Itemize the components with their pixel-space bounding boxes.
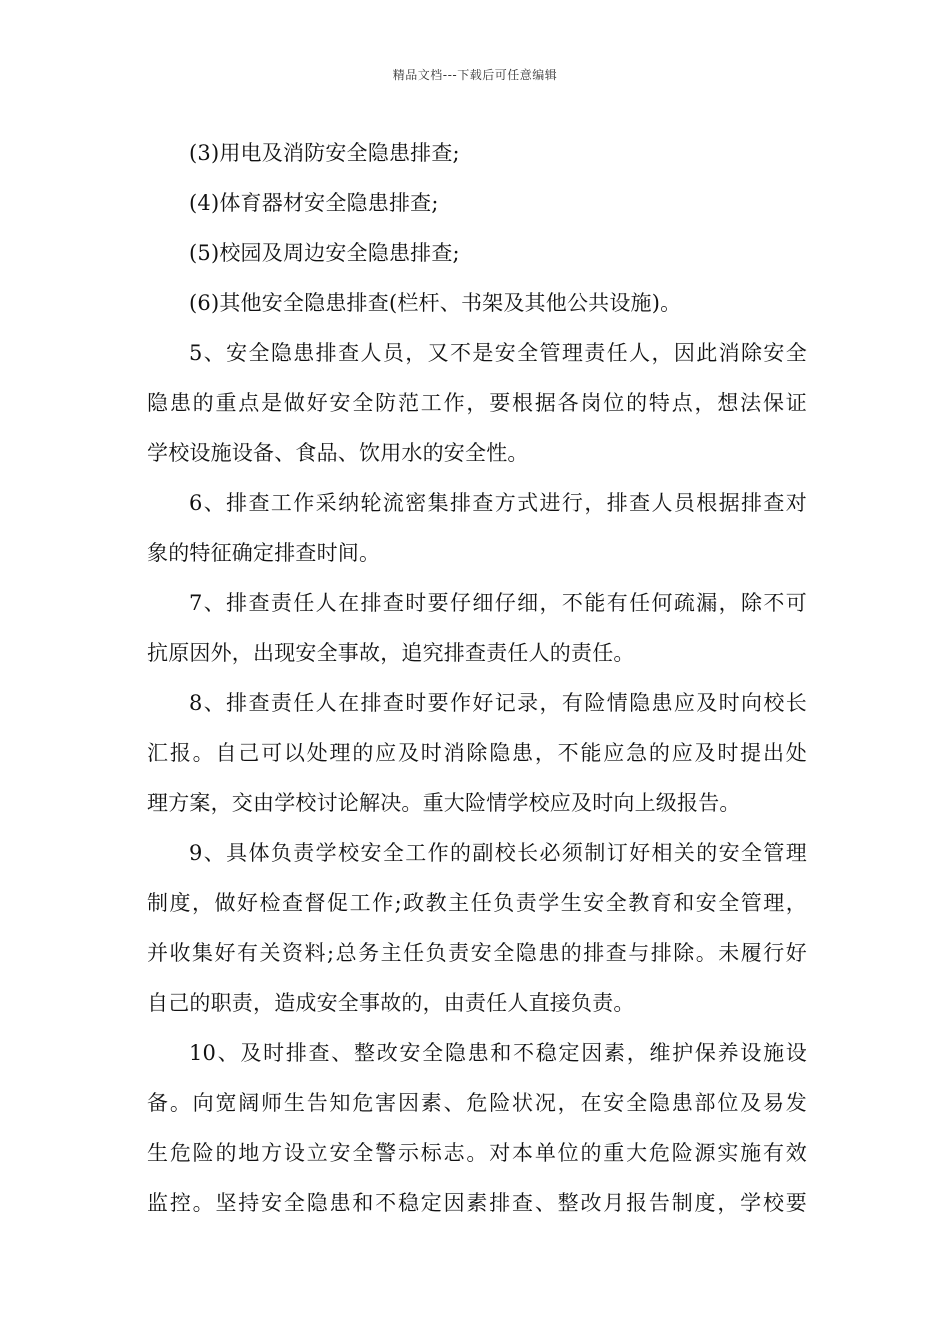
text-line: 汇报。自己可以处理的应及时消除隐患，不能应急的应及时提出处	[147, 741, 807, 765]
text-line: 隐患的重点是做好安全防范工作，要根据各岗位的特点，想法保证	[147, 391, 807, 415]
text-line: (6)其他安全隐患排查(栏杆、书架及其他公共设施)。	[189, 291, 682, 315]
page-header: 精品文档---下载后可任意编辑	[392, 68, 558, 82]
text-line: 10、及时排查、整改安全隐患和不稳定因素，维护保养设施设	[189, 1041, 807, 1065]
text-line: 理方案，交由学校讨论解决。重大险情学校应及时向上级报告。	[147, 791, 741, 815]
text-line: 制度，做好检查督促工作;政教主任负责学生安全教育和安全管理，	[147, 891, 807, 915]
text-line: (3)用电及消防安全隐患排查;	[189, 141, 460, 165]
text-line: (5)校园及周边安全隐患排查;	[189, 241, 460, 265]
text-line: 8、排查责任人在排查时要作好记录，有险情隐患应及时向校长	[189, 691, 807, 715]
text-line: 抗原因外，出现安全事故，追究排查责任人的责任。	[147, 641, 635, 665]
text-line: 自己的职责，造成安全事故的，由责任人直接负责。	[147, 991, 635, 1015]
text-line: 学校设施设备、食品、饮用水的安全性。	[147, 441, 529, 465]
text-line: 并收集好有关资料;总务主任负责安全隐患的排查与排除。未履行好	[147, 941, 807, 965]
text-line: 监控。坚持安全隐患和不稳定因素排查、整改月报告制度，学校要	[147, 1191, 807, 1215]
text-line: 生危险的地方设立安全警示标志。对本单位的重大危险源实施有效	[147, 1141, 807, 1165]
text-line: 5、安全隐患排查人员，又不是安全管理责任人，因此消除安全	[189, 341, 807, 365]
text-line: (4)体育器材安全隐患排查;	[189, 191, 439, 215]
text-line: 备。向宽阔师生告知危害因素、危险状况，在安全隐患部位及易发	[147, 1091, 807, 1115]
text-line: 7、排查责任人在排查时要仔细仔细，不能有任何疏漏，除不可	[189, 591, 807, 615]
text-line: 9、具体负责学校安全工作的副校长必须制订好相关的安全管理	[189, 841, 807, 865]
text-line: 6、排查工作采纳轮流密集排查方式进行，排查人员根据排查对	[189, 491, 807, 515]
text-line: 象的特征确定排查时间。	[147, 541, 381, 565]
document-body	[147, 133, 807, 1233]
